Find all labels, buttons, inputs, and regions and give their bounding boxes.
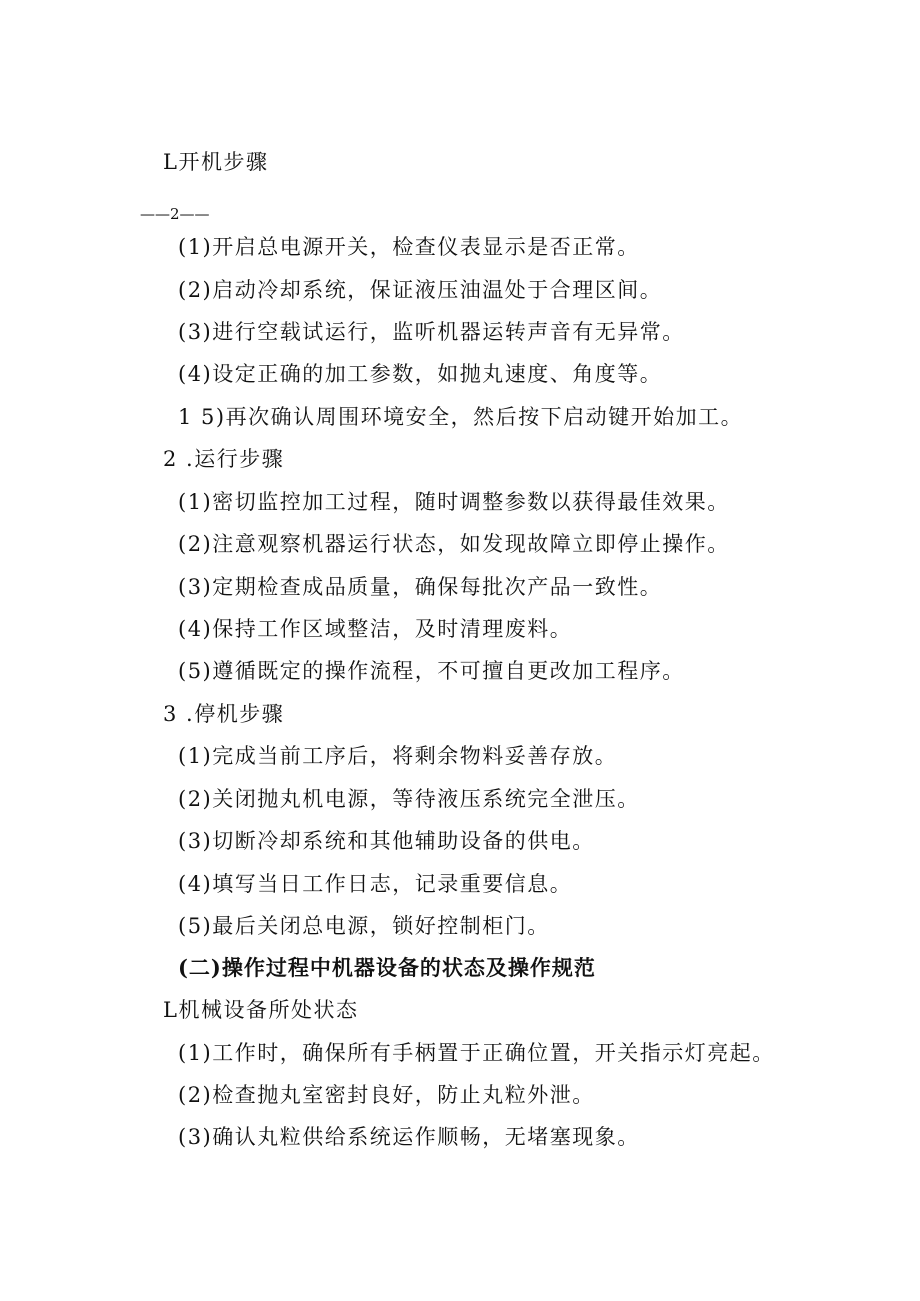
list-item: (5)遵循既定的操作流程，不可擅自更改加工程序。	[178, 659, 685, 683]
list-item: (3)定期检查成品质量，确保每批次产品一致性。	[178, 575, 663, 599]
list-item: (1)密切监控加工过程，随时调整参数以获得最佳效果。	[178, 490, 730, 514]
section-heading-equipment-state: L机械设备所处状态	[163, 998, 359, 1022]
list-item: (3)切断冷却系统和其他辅助设备的供电。	[178, 829, 595, 853]
list-item: (5)最后关闭总电源，锁好控制柜门。	[178, 914, 550, 938]
list-item: (1)工作时，确保所有手柄置于正确位置，开关指示灯亮起。	[178, 1041, 775, 1065]
page-number-marker: ——2——	[140, 205, 210, 223]
list-item: (4)设定正确的加工参数，如抛丸速度、角度等。	[178, 362, 663, 386]
list-item: (1)完成当前工序后，将剩余物料妥善存放。	[178, 744, 618, 768]
list-item: (1)开启总电源开关，检查仪表显示是否正常。	[178, 235, 640, 259]
list-item: (2)检查抛丸室密封良好，防止丸粒外泄。	[178, 1083, 595, 1107]
section-heading-shutdown: 3 .停机步骤	[163, 702, 285, 726]
list-item: (2)注意观察机器运行状态，如发现故障立即停止操作。	[178, 532, 730, 556]
list-item: (3)进行空载试运行，监听机器运转声音有无异常。	[178, 320, 685, 344]
list-item: (4)保持工作区域整洁，及时清理废料。	[178, 617, 573, 641]
section-heading-running: 2 .运行步骤	[163, 447, 285, 471]
list-item: (4)填写当日工作日志，记录重要信息。	[178, 872, 573, 896]
section-heading-startup: L开机步骤	[163, 150, 269, 174]
list-item: (2)关闭抛丸机电源，等待液压系统完全泄压。	[178, 787, 640, 811]
list-item: (2)启动冷却系统，保证液压油温处于合理区间。	[178, 278, 663, 302]
list-item: (3)确认丸粒供给系统运作顺畅，无堵塞现象。	[178, 1125, 640, 1149]
part-heading-machine-status: (二)操作过程中机器设备的状态及操作规范	[178, 955, 596, 980]
list-item: 1 5)再次确认周围环境安全，然后按下启动键开始加工。	[178, 405, 744, 429]
